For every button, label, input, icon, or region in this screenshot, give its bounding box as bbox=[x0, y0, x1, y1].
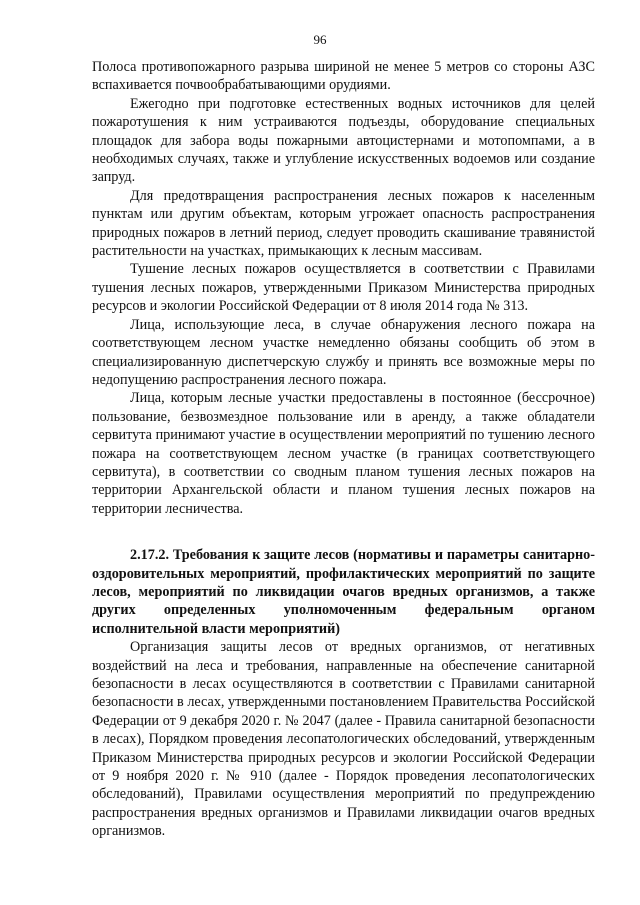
paragraph-forest-protection: Организация защиты лесов от вредных организмов, от негативных воздействий на леса и требования, направленные на обеспечение санитарной безопасности в лесах осуществляются в соответствии с Правилами санитарной безопасности в лесах, утвержденными постановлением Правительства Российской Федерации от 9 декабря 2020 г. № 2047 (далее - Правила санитарной безопасности в лесах), Порядком проведения лесопатологических обследований, утвержденным Приказом Министерства природных ресурсов и экологии Российской Федерации от 9 ноября 2020 г. № 910 (далее - Порядок проведения лесопатологических обследований), Правилами осуществления мероприятий по предупреждению распространения вредных организмов и Правилами ликвидации очагов вредных организмов. bbox=[92, 639, 595, 840]
document-body bbox=[92, 58, 595, 841]
paragraph-fire-reporting: Лица, использующие леса, в случае обнаружения лесного пожара на соответствующем лесном участке немедленно обязаны сообщить об этом в специализированную диспетчерскую службу и принять все возможные меры по недопущению распространения лесного пожара. bbox=[92, 316, 595, 388]
section-heading: 2.17.2. Требования к защите лесов (нормативы и параметры санитарно-оздоровительных мероприятий, профилактических мероприятий по защите лесов, мероприятий по ликвидации очагов вредных организмов, а также других определенных уполномоченным федеральным органом исполнительной власти мероприятий) bbox=[92, 547, 595, 637]
paragraph-water-sources: Ежегодно при подготовке естественных водных источников для целей пожаротушения к ним устраиваются подъезды, оборудование специальных площадок для забора воды пожарными автоцистернами и мотопомпами, а в необходимых случаях, также и углубление искусственных водоемов или создание запруд. bbox=[92, 95, 595, 186]
paragraph-firefighting-rules: Тушение лесных пожаров осуществляется в соответствии с Правилами тушения лесных пожаров, утвержденными Приказом Министерства природных ресурсов и экологии Российской Федерации от 8 июля 2014 года № 313. bbox=[92, 261, 595, 315]
page-number: 96 bbox=[313, 32, 327, 47]
paragraph-leaseholders-duties: Лица, которым лесные участки предоставлены в постоянное (бессрочное) пользование, безвозмездное пользование или в аренду, а также обладатели сервитута принимают участие в осуществлении мероприятий по тушению лесного пожара на соответствующем лесном участке (в границах соответствующего сервитута), в соответствии со сводным планом тушения лесных пожаров на территории Архангельской области и планом тушения лесных пожаров на территории лесничества. bbox=[92, 390, 595, 517]
paragraph-fire-prevention-settlements: Для предотвращения распространения лесных пожаров к населенным пунктам или другим объектам, которым угрожает опасность распространения природных пожаров в летний период, следует проводить скашивание травянистой растительности на участках, примыкающих к лесным массивам. bbox=[92, 187, 595, 260]
paragraph-azs-firebreak: Полоса противопожарного разрыва шириной не менее 5 метров со стороны АЗС вспахивается почвообрабатывающими орудиями. bbox=[92, 59, 595, 94]
